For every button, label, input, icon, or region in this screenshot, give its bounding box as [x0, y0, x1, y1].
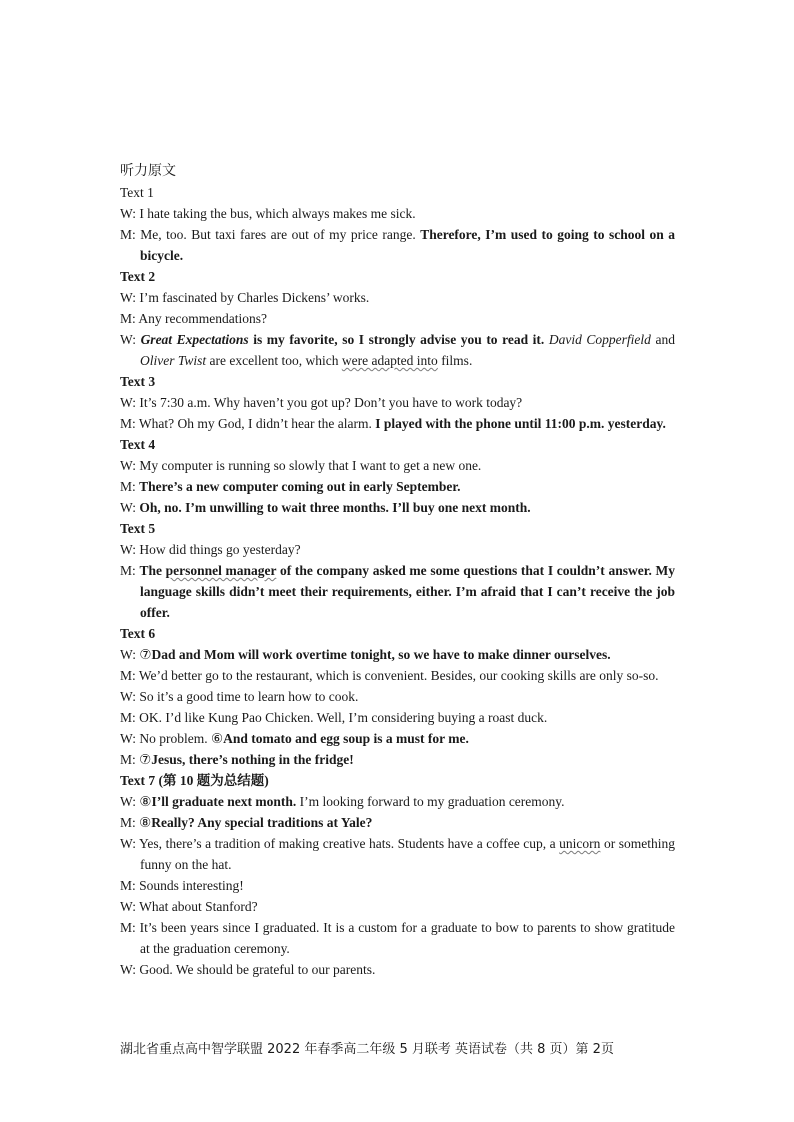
transcript-body [120, 182, 675, 980]
dialogue-text: I’ll graduate next month. [151, 794, 297, 809]
dialogue-text: Jesus, there’s nothing in the fridge! [151, 752, 354, 767]
dialogue-line [120, 686, 675, 707]
transcript [120, 160, 675, 980]
dialogue-text: M: ⑧ [120, 815, 152, 830]
dialogue-text: W: I’m fascinated by Charles Dickens’ works. [120, 290, 370, 305]
dialogue-text: of the company asked me some questions that I couldn’t answer. My language skills didn’t meet their requirements, either. I’m afraid that I can’t receive the job offer. [140, 563, 675, 620]
dialogue-text: W: [120, 332, 141, 347]
dialogue-line [120, 329, 675, 371]
dialogue-text: W: ⑧ [120, 794, 152, 809]
dialogue-text: W: I hate taking the bus, which always makes me sick. [120, 206, 416, 221]
dialogue-text: M: ⑦ [120, 752, 152, 767]
section-heading: Text 5 [120, 521, 156, 536]
dialogue-text: W: So it’s a good time to learn how to cook. [120, 689, 359, 704]
dialogue-text: I’m looking forward to my graduation ceremony. [296, 794, 565, 809]
dialogue-text: Oh, no. I’m unwilling to wait three months. I’ll buy one next month. [139, 500, 531, 515]
section-heading: Text 1 [120, 185, 154, 200]
dialogue-text: films. [437, 353, 473, 368]
dialogue-line [120, 812, 675, 833]
dialogue-text: are excellent too, which [206, 353, 342, 368]
dialogue-line [120, 539, 675, 560]
dialogue-line [120, 497, 675, 518]
dialogue-text: W: ⑦ [120, 647, 152, 662]
dialogue-line [120, 749, 675, 770]
dialogue-text: M: OK. I’d like Kung Pao Chicken. Well, I’m considering buying a roast duck. [120, 710, 548, 725]
dialogue-line [120, 287, 675, 308]
dialogue-text: Dad and Mom will work overtime tonight, so we have to make dinner ourselves. [151, 647, 611, 662]
dialogue-text: The [139, 563, 166, 578]
section-heading: Text 7 (第 10 题为总结题) [120, 773, 269, 788]
dialogue-line [120, 728, 675, 749]
dialogue-line [120, 392, 675, 413]
dialogue-text: M: What? Oh my God, I didn’t hear the alarm. [120, 416, 376, 431]
dialogue-text: W: My computer is running so slowly that I want to get a new one. [120, 458, 482, 473]
dialogue-text: There’s a new computer coming out in early September. [139, 479, 461, 494]
dialogue-line [120, 875, 675, 896]
dialogue-line [120, 224, 675, 266]
dialogue-line [120, 203, 675, 224]
dialogue-line [120, 791, 675, 812]
dialogue-text: W: It’s 7:30 a.m. Why haven’t you got up? Don’t you have to work today? [120, 395, 523, 410]
dialogue-line [120, 476, 675, 497]
dialogue-text: Great Expectations [140, 332, 249, 347]
dialogue-text: M: Sounds interesting! [120, 878, 244, 893]
section-heading: Text 6 [120, 626, 156, 641]
dialogue-text: M: We’d better go to the restaurant, which is convenient. Besides, our cooking skills are only so-so. [120, 668, 659, 683]
dialogue-line [120, 455, 675, 476]
dialogue-text: W: No problem. ⑥ [120, 731, 224, 746]
dialogue-line [120, 413, 675, 434]
dialogue-text: I played with the phone until 11:00 p.m. yesterday. [375, 416, 666, 431]
dialogue-text: M: It’s been years since I graduated. It is a custom for a graduate to bow to parents to show gratitude at the graduation ceremony. [120, 920, 675, 956]
dialogue-text: Oliver Twist [140, 353, 207, 368]
dialogue-text: unicorn [559, 836, 601, 851]
dialogue-line [120, 560, 675, 623]
dialogue-line [120, 707, 675, 728]
dialogue-text: M: Any recommendations? [120, 311, 267, 326]
dialogue-line [120, 665, 675, 686]
dialogue-text: and [650, 332, 675, 347]
dialogue-text: Really? Any special traditions at Yale? [151, 815, 373, 830]
dialogue-text: were adapted into [341, 353, 438, 368]
dialogue-text: W: How did things go yesterday? [120, 542, 301, 557]
dialogue-text: personnel manager [165, 563, 277, 578]
dialogue-text: W: [120, 500, 140, 515]
dialogue-text: M: [120, 563, 140, 578]
dialogue-text: Therefore, I’m used to going to school on a bicycle. [140, 227, 675, 263]
dialogue-line [120, 959, 675, 980]
section-heading: Text 3 [120, 374, 156, 389]
dialogue-text: W: Yes, there’s a tradition of making creative hats. Students have a coffee cup, a [120, 836, 560, 851]
section-heading: Text 2 [120, 269, 156, 284]
dialogue-text: And tomato and egg soup is a must for me. [223, 731, 469, 746]
dialogue-text: M: Me, too. But taxi fares are out of my price range. [120, 227, 421, 242]
dialogue-text: W: What about Stanford? [120, 899, 258, 914]
dialogue-text: David Copperfield [548, 332, 651, 347]
dialogue-text: M: [120, 479, 140, 494]
page-title: 听力原文 [120, 163, 176, 179]
dialogue-text: W: Good. We should be grateful to our parents. [120, 962, 376, 977]
dialogue-line [120, 308, 675, 329]
section-heading: Text 4 [120, 437, 156, 452]
dialogue-line [120, 833, 675, 875]
dialogue-text: is my favorite, so I strongly advise you to read it. [248, 332, 549, 347]
dialogue-line [120, 917, 675, 959]
dialogue-text: or something funny on the hat. [140, 836, 675, 872]
dialogue-line [120, 644, 675, 665]
dialogue-line [120, 896, 675, 917]
page-footer: 湖北省重点高中智学联盟 2022 年春季高二年级 5 月联考 英语试卷（共 8 页）第 2页 [120, 1042, 614, 1057]
